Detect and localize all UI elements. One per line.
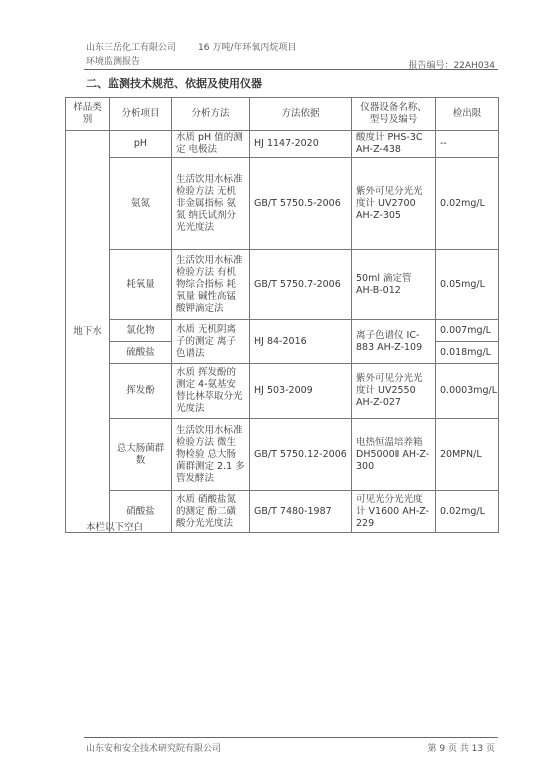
item-cell: 氯化物 — [110, 320, 172, 342]
item-cell: 氨氮 — [110, 158, 172, 250]
item-cell: 耗氧量 — [110, 250, 172, 320]
header-report-type: 环境监测报告 — [86, 57, 141, 67]
col-header-method: 分析方法 — [172, 98, 250, 131]
col-header-category: 样品类别 — [66, 98, 110, 131]
instrument-cell: 50ml 滴定管 AH-B-012 — [352, 250, 436, 320]
method-cell: 水质 硝酸盐氮的测定 酚二磺酸分光光度法 — [172, 491, 250, 533]
col-header-limit: 检出限 — [436, 98, 499, 131]
method-cell: 生活饮用水标准检验方法 微生物检验 总大肠菌群测定 2.1 多管发酵法 — [172, 419, 250, 491]
table-header-row — [66, 98, 499, 131]
table-row — [66, 364, 499, 419]
category-cell: 地下水 — [66, 131, 110, 533]
col-header-basis: 方法依据 — [250, 98, 352, 131]
limit-cell: 20MPN/L — [436, 419, 499, 491]
limit-cell: 0.05mg/L — [436, 250, 499, 320]
item-cell: pH — [110, 131, 172, 158]
basis-cell: HJ 84-2016 — [250, 320, 352, 364]
monitoring-methods-table — [65, 97, 499, 533]
basis-cell: GB/T 5750.5-2006 — [250, 158, 352, 250]
col-header-instrument: 仪器设备名称、型号及编号 — [352, 98, 436, 131]
method-cell: 生活饮用水标准检验方法 有机物综合指标 耗氧量 碱性高锰酸钾滴定法 — [172, 250, 250, 320]
item-cell: 硝酸盐 — [110, 491, 172, 533]
basis-cell: HJ 1147-2020 — [250, 131, 352, 158]
blank-below-note: 本栏以下空白 — [86, 522, 144, 533]
footer-rule — [84, 737, 498, 738]
header-company: 山东三岳化工有限公司 — [86, 43, 177, 53]
instrument-cell: 紫外可见分光光度计 UV2550 AH-Z-027 — [352, 364, 436, 419]
header-rule — [84, 69, 498, 70]
item-cell: 挥发酚 — [110, 364, 172, 419]
table-row — [66, 320, 499, 342]
limit-cell: -- — [436, 131, 499, 158]
table-row — [66, 419, 499, 491]
instrument-cell: 电热恒温培养箱 DH5000Ⅱ AH-Z-300 — [352, 419, 436, 491]
instrument-cell: 紫外可见分光光度计 UV2700 AH-Z-305 — [352, 158, 436, 250]
table-row — [66, 131, 499, 158]
instrument-cell: 酸度计 PHS-3C AH-Z-438 — [352, 131, 436, 158]
item-cell: 总大肠菌群数 — [110, 419, 172, 491]
basis-cell: GB/T 5750.12-2006 — [250, 419, 352, 491]
instrument-cell: 可见光分光光度计 V1600 AH-Z-229 — [352, 491, 436, 533]
limit-cell: 0.007mg/L — [436, 320, 499, 342]
instrument-cell: 离子色谱仪 IC-883 AH-Z-109 — [352, 320, 436, 364]
basis-cell: GB/T 7480-1987 — [250, 491, 352, 533]
table-row — [66, 158, 499, 250]
limit-cell: 0.0003mg/L — [436, 364, 499, 419]
method-cell: 水质 pH 值的测定 电极法 — [172, 131, 250, 158]
col-header-item: 分析项目 — [110, 98, 172, 131]
item-cell: 硫酸盐 — [110, 342, 172, 364]
limit-cell: 0.02mg/L — [436, 491, 499, 533]
basis-cell: GB/T 5750.7-2006 — [250, 250, 352, 320]
limit-cell: 0.02mg/L — [436, 158, 499, 250]
footer-page-number: 第 9 页 共 13 页 — [427, 744, 495, 754]
header-project: 16 万吨/年环氧丙烷项目 — [198, 43, 297, 53]
basis-cell: HJ 503-2009 — [250, 364, 352, 419]
limit-cell: 0.018mg/L — [436, 342, 499, 364]
header-report-no: 报告编号：22AH034 — [408, 61, 495, 71]
method-cell: 水质 无机阴离子的测定 离子色谱法 — [172, 320, 250, 364]
method-cell: 生活饮用水标准检验方法 无机非金属指标 氨氮 纳氏试剂分光光度法 — [172, 158, 250, 250]
method-cell: 水质 挥发酚的测定 4-氨基安替比林萃取分光光度法 — [172, 364, 250, 419]
table-row — [66, 250, 499, 320]
footer-institute: 山东安和安全技术研究院有限公司 — [86, 744, 222, 754]
section-title: 二、监测技术规范、依据及使用仪器 — [86, 77, 262, 90]
